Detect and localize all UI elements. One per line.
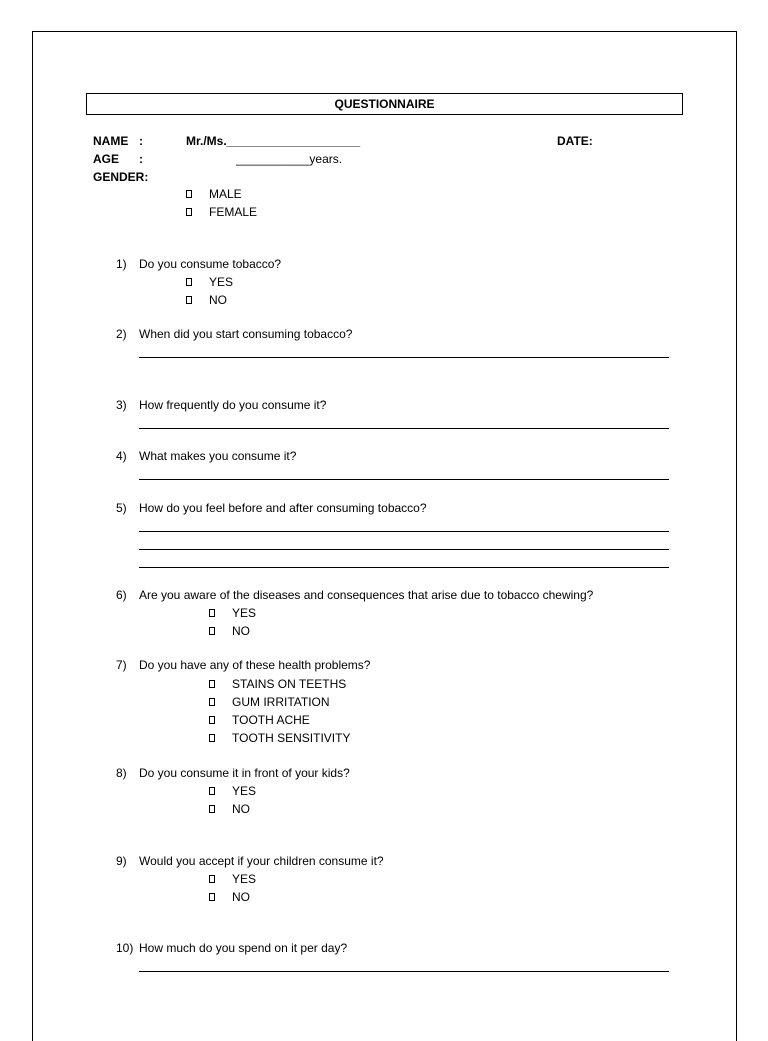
q1-yes-option: YES — [209, 275, 234, 289]
name-field[interactable]: Mr./Ms.____________________ — [186, 134, 361, 148]
q7-sensitivity-checkbox[interactable] — [209, 734, 215, 742]
gender-label: GENDER: — [93, 170, 149, 184]
q9-no-option: NO — [232, 890, 250, 904]
questionnaire-title — [86, 93, 683, 115]
q5-answer-line[interactable] — [139, 549, 669, 550]
q1-yes-checkbox[interactable] — [186, 278, 192, 286]
q6-number: 6) — [116, 588, 127, 602]
q9-yes-option: YES — [232, 872, 257, 886]
q7-text: Do you have any of these health problems? — [139, 658, 371, 672]
q7-gum-option: GUM IRRITATION — [232, 695, 330, 709]
q9-no-checkbox[interactable] — [209, 893, 215, 901]
q4-text: What makes you consume it? — [139, 449, 297, 463]
q1-number: 1) — [116, 257, 127, 271]
q7-sensitivity-option: TOOTH SENSITIVITY — [232, 731, 351, 745]
male-checkbox[interactable] — [186, 190, 192, 198]
q8-no-checkbox[interactable] — [209, 805, 215, 813]
q10-text: How much do you spend on it per day? — [139, 941, 348, 955]
q4-number: 4) — [116, 449, 127, 463]
name-colon: : — [139, 134, 143, 148]
q6-no-option: NO — [232, 624, 250, 638]
q7-ache-option: TOOTH ACHE — [232, 713, 310, 727]
q8-yes-checkbox[interactable] — [209, 787, 215, 795]
q1-no-checkbox[interactable] — [186, 296, 192, 304]
female-checkbox[interactable] — [186, 208, 192, 216]
q10-number: 10) — [116, 941, 134, 955]
q3-number: 3) — [116, 398, 127, 412]
age-label: AGE — [93, 152, 120, 166]
q3-text: How frequently do you consume it? — [139, 398, 327, 412]
q5-answer-line[interactable] — [139, 567, 669, 568]
q2-answer-line[interactable] — [139, 357, 669, 358]
q6-yes-option: YES — [232, 606, 257, 620]
q9-yes-checkbox[interactable] — [209, 875, 215, 883]
title-text: QUESTIONNAIRE — [334, 97, 435, 111]
q2-text: When did you start consuming tobacco? — [139, 327, 353, 341]
q9-text: Would you accept if your children consume it? — [139, 854, 384, 868]
q5-text: How do you feel before and after consuming tobacco? — [139, 501, 427, 515]
date-label: DATE: — [557, 134, 593, 148]
q1-text: Do you consume tobacco? — [139, 257, 282, 271]
q1-no-option: NO — [209, 293, 227, 307]
age-field[interactable]: ___________years. — [236, 152, 343, 166]
q7-ache-checkbox[interactable] — [209, 716, 215, 724]
q2-number: 2) — [116, 327, 127, 341]
q6-no-checkbox[interactable] — [209, 627, 215, 635]
q7-stains-checkbox[interactable] — [209, 680, 215, 688]
age-colon: : — [139, 152, 143, 166]
q3-answer-line[interactable] — [139, 428, 669, 429]
q5-number: 5) — [116, 501, 127, 515]
q8-number: 8) — [116, 766, 127, 780]
q8-yes-option: YES — [232, 784, 257, 798]
female-option: FEMALE — [209, 205, 258, 219]
q7-number: 7) — [116, 658, 127, 672]
q8-text: Do you consume it in front of your kids? — [139, 766, 350, 780]
q7-gum-checkbox[interactable] — [209, 698, 215, 706]
q8-no-option: NO — [232, 802, 250, 816]
q6-yes-checkbox[interactable] — [209, 609, 215, 617]
q9-number: 9) — [116, 854, 127, 868]
q6-text: Are you aware of the diseases and consequences that arise due to tobacco chewing? — [139, 588, 594, 602]
q7-stains-option: STAINS ON TEETHS — [232, 677, 347, 691]
q5-answer-line[interactable] — [139, 531, 669, 532]
male-option: MALE — [209, 187, 242, 201]
q10-answer-line[interactable] — [139, 971, 669, 972]
q4-answer-line[interactable] — [139, 479, 669, 480]
name-label: NAME — [93, 134, 129, 148]
